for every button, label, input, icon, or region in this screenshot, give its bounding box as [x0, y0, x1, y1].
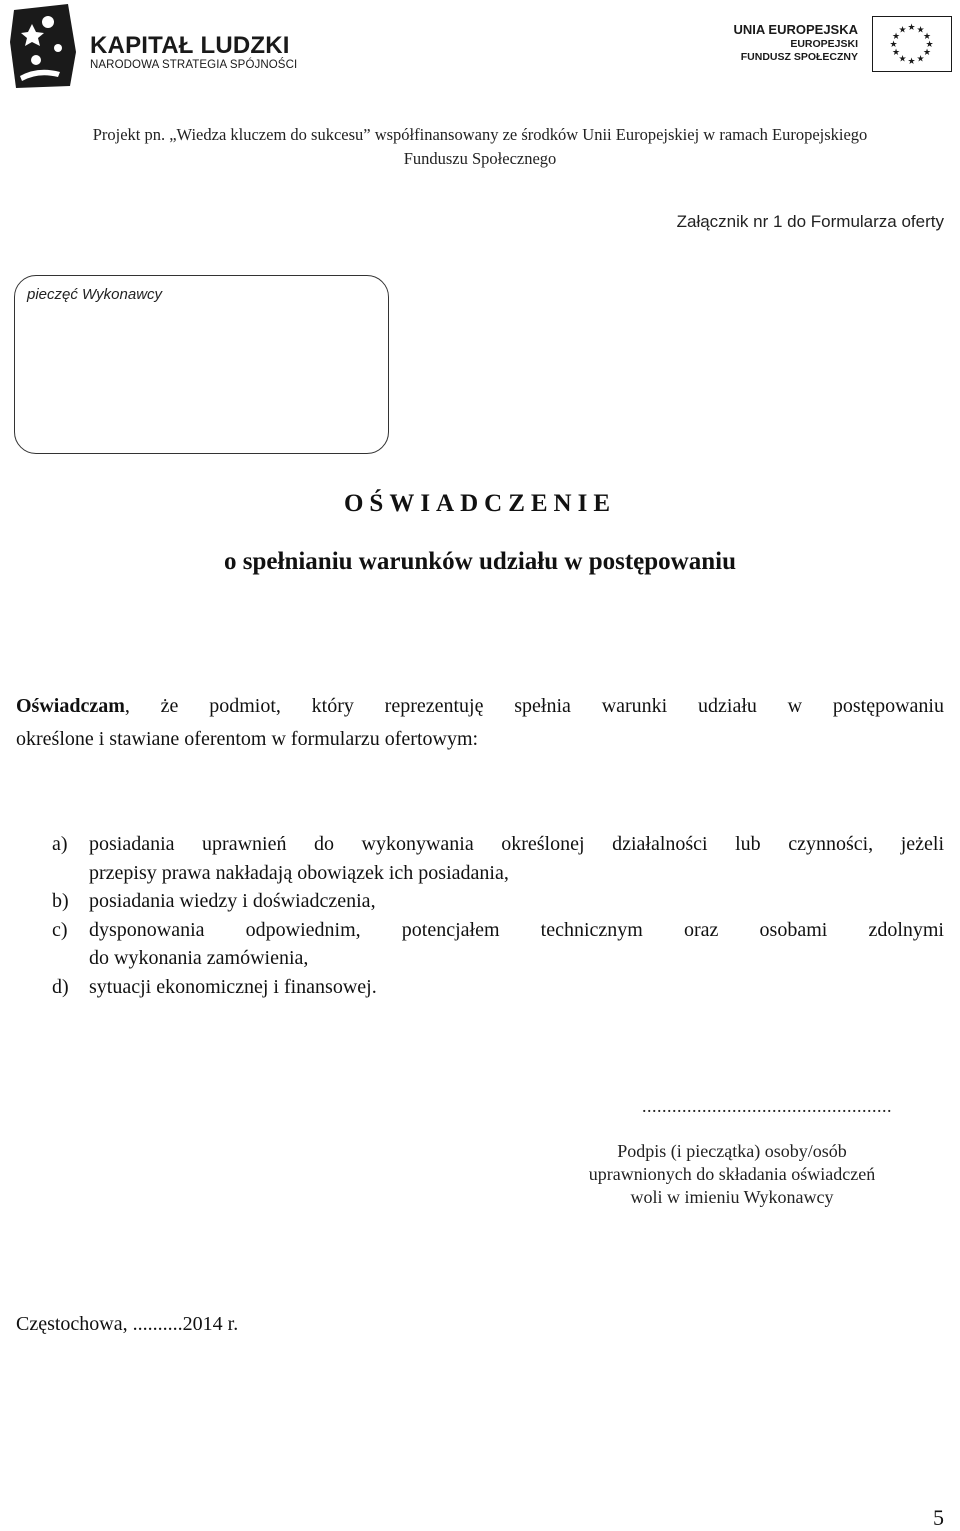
signature-block: [560, 1095, 904, 1209]
project-description: [20, 123, 940, 171]
stamp-label: pieczęć Wykonawcy: [27, 286, 163, 303]
signature-line: ..................................................: [642, 1096, 892, 1116]
project-line-1: Projekt pn. „Wiedza kluczem do sukcesu” współfinansowany ze środków Unii Europejskiej w ramach Europejskiego: [92, 125, 868, 144]
document-title: OŚWIADCZENIE: [343, 490, 617, 517]
annex-label: Załącznik nr 1 do Formularza oferty: [676, 212, 944, 231]
kapital-ludzki-subtitle: NARODOWA STRATEGIA SPÓJNOŚCI: [90, 59, 298, 71]
intro-bold-word: Oświadczam: [16, 695, 125, 717]
list-item-line-2: przepisy prawa nakładają obowiązek ich posiadania,: [89, 861, 509, 884]
eu-logo-line1: UNIA EUROPEJSKA: [733, 22, 858, 37]
project-line-2: Funduszu Społecznego: [403, 149, 557, 168]
list-item: [52, 887, 944, 916]
list-item: [52, 916, 944, 973]
kapital-ludzki-emblem-icon: [6, 2, 84, 90]
list-item-line-1: posiadania uprawnień do wykonywania określonej działalności lub czynności, jeżeli: [89, 833, 944, 855]
signature-caption-line-3: woli w imieniu Wykonawcy: [630, 1187, 834, 1207]
signature-caption-line-1: Podpis (i pieczątka) osoby/osób: [617, 1141, 847, 1161]
conditions-list: [52, 830, 944, 1001]
page-number: 5: [933, 1505, 944, 1530]
svg-text:★: ★: [889, 40, 898, 50]
intro-line-1: [16, 690, 944, 723]
list-item-line-1: sytuacji ekonomicznej i finansowej.: [89, 975, 377, 998]
place-and-date: Częstochowa, ..........2014 r.: [16, 1313, 239, 1335]
list-marker: b): [52, 890, 69, 912]
list-marker: a): [52, 833, 68, 855]
declaration-intro: [16, 690, 944, 756]
svg-text:★: ★: [907, 57, 916, 67]
svg-text:★: ★: [925, 40, 934, 50]
svg-text:★: ★: [891, 48, 901, 58]
intro-line-2: określone i stawiane oferentom w formularzu ofertowym:: [16, 728, 479, 750]
svg-text:★: ★: [891, 32, 901, 42]
list-item-line-2: do wykonania zamówienia,: [89, 947, 309, 969]
svg-text:★: ★: [916, 25, 925, 36]
eu-flag-icon: [872, 16, 952, 72]
eu-logo: [700, 14, 954, 76]
svg-text:★: ★: [907, 23, 916, 33]
list-item: [52, 830, 944, 887]
kapital-ludzki-logo: [6, 2, 306, 92]
svg-text:★: ★: [898, 25, 907, 36]
intro-line-1-rest: , że podmiot, który reprezentuję spełnia warunki udziału w postępowaniu: [124, 695, 944, 717]
list-marker: c): [52, 918, 68, 941]
svg-text:★: ★: [898, 54, 907, 65]
svg-text:★: ★: [922, 48, 932, 58]
svg-text:★: ★: [916, 54, 925, 65]
kapital-ludzki-title: KAPITAŁ LUDZKI: [90, 32, 290, 59]
svg-text:★: ★: [922, 32, 932, 42]
eu-logo-line3: FUNDUSZ SPOŁECZNY: [740, 51, 858, 63]
signature-caption-line-2: uprawnionych do składania oświadczeń: [588, 1164, 876, 1184]
contractor-stamp-box: [14, 275, 389, 454]
document-subtitle: o spełnianiu warunków udziału w postępowaniu: [224, 548, 736, 575]
list-item-line-1: posiadania wiedzy i doświadczenia,: [89, 890, 376, 912]
eu-logo-text: [734, 22, 858, 64]
eu-logo-line2: EUROPEJSKI: [790, 38, 858, 50]
list-marker: d): [52, 975, 69, 998]
list-item-line-1: dysponowania odpowiednim, potencjałem technicznym oraz osobami zdolnymi: [89, 918, 944, 941]
list-item: [52, 973, 944, 1002]
